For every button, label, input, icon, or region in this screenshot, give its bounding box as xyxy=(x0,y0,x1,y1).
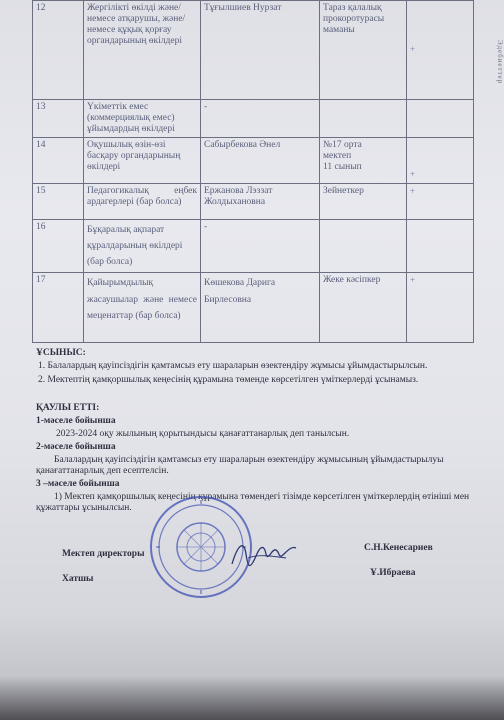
row-category: Қайырымдылық жасаушылар және немесе меценаттар (бар болса) xyxy=(84,273,201,343)
row-position: Жеке кәсіпкер xyxy=(320,273,407,343)
page-shadow xyxy=(0,676,504,720)
row-category: Үкіметтік емес (коммерциялық емес) ұйымдардың өкілдері xyxy=(84,100,201,138)
members-table xyxy=(32,0,474,343)
issue-1-text: 2023-2024 оқу жылының қорытындысы қанағаттанарлық деп танылсын. xyxy=(56,429,350,439)
row-position: Тараз қалалық прокоротурасы маманы xyxy=(320,1,407,100)
row-position xyxy=(320,219,407,272)
issue-1-heading: 1-мәселе бойынша xyxy=(36,416,116,426)
table-row xyxy=(33,1,474,100)
row-name: Сабырбекова Әнел xyxy=(201,137,320,183)
row-category: Педагогикалық еңбек ардагерлері (бар болса) xyxy=(84,183,201,219)
row-position xyxy=(320,137,407,183)
row-name: - xyxy=(201,100,320,138)
proposal-heading: ҰСЫНЫС: xyxy=(36,348,86,358)
proposal-item-1: 1. Балалардың қауіпсіздігін қамтамсыз ету шараларын өзектендіру жұмысы ұйымдастырылсын. xyxy=(38,361,428,371)
secretary-name: Ұ.Ибраева xyxy=(370,568,416,578)
row-number: 14 xyxy=(33,137,84,183)
row-number: 17 xyxy=(33,273,84,343)
secretary-title: Хатшы xyxy=(62,574,94,584)
issue-3-text: 1) Мектеп қамқоршылық кеңесінің құрамына төмендегі тізімде көрсетілген үміткерлердің өтініші мен құжаттары ұсынылсын. xyxy=(36,492,470,514)
row-name: Көшекова Дарига Бирлесовна xyxy=(201,273,320,343)
signature xyxy=(228,534,300,574)
row-vote: + xyxy=(407,1,474,100)
row-position xyxy=(320,100,407,138)
row-number: 13 xyxy=(33,100,84,138)
row-number: 12 xyxy=(33,1,84,100)
row-position-line: №17 орта xyxy=(323,139,362,150)
row-name: Ержанова Лэззат Жолдыхановна xyxy=(201,183,320,219)
issue-2-heading: 2-мәселе бойынша xyxy=(36,442,116,452)
row-category: Жергілікті өкілді және/немесе атқарушы, және/немесе құқық қорғау органдарының өкілдері xyxy=(84,1,201,100)
row-number: 16 xyxy=(33,219,84,272)
row-category: Бұқаралық ақпарат құралдарының өкілдері (бар болса) xyxy=(84,219,201,272)
side-margin-text: Эдебиеттер xyxy=(496,40,504,85)
director-name: С.Н.Кенесариев xyxy=(364,543,433,553)
table-row xyxy=(33,183,474,219)
row-vote: + xyxy=(407,273,474,343)
row-position-line: 11 сынып xyxy=(323,161,362,172)
table-row xyxy=(33,219,474,272)
row-position: Зейнеткер xyxy=(320,183,407,219)
row-number: 15 xyxy=(33,183,84,219)
issue-3-heading: 3 –мәселе бойынша xyxy=(36,479,120,489)
row-position-line: мектеп xyxy=(323,150,352,161)
table-row xyxy=(33,100,474,138)
table-row xyxy=(33,273,474,343)
row-vote: + xyxy=(407,183,474,219)
issue-2-text: Балалардың қауіпсіздігін қамтамсыз ету шараларын өзектендіру жұмысының ұйымдастырылуы қанағаттанарлық деп есептелсін. xyxy=(36,455,444,477)
row-name: - xyxy=(201,219,320,272)
row-name: Тұғылшиев Нурзат xyxy=(201,1,320,100)
director-title: Мектеп директоры xyxy=(62,549,145,559)
table-row xyxy=(33,137,474,183)
row-category: Оқушылық өзін-өзі басқару органдарының өкілдері xyxy=(84,137,201,183)
proposal-item-2: 2. Мектептің қамқоршылық кеңесінің құрамына төменде көрсетілген үміткерлерді ұсынамыз. xyxy=(38,375,419,385)
row-vote: + xyxy=(407,137,474,183)
row-vote xyxy=(407,219,474,272)
row-vote xyxy=(407,100,474,138)
decision-heading: ҚАУЛЫ ЕТТІ: xyxy=(36,403,100,413)
